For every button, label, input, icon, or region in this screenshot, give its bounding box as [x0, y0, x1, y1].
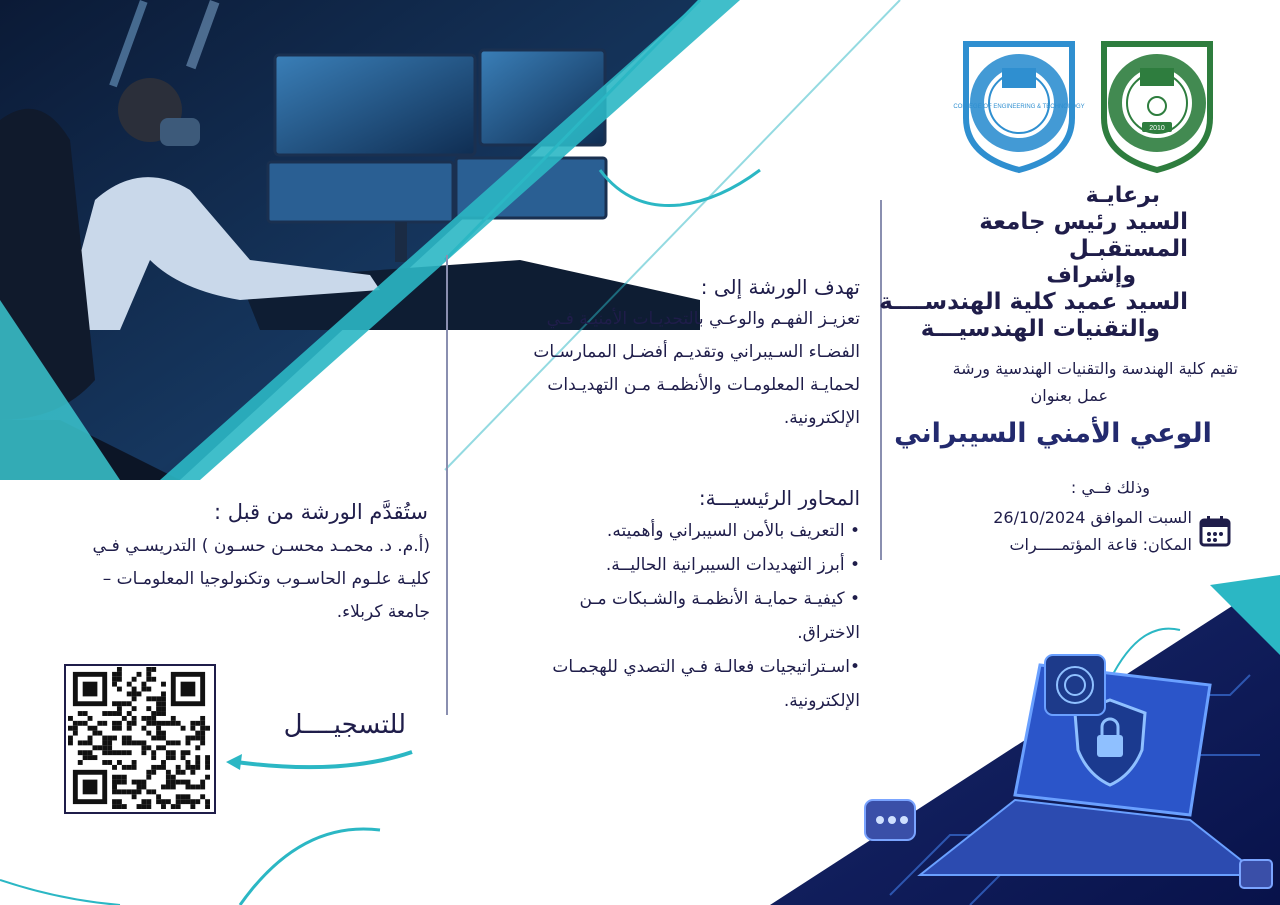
- presenter-text: [15, 530, 430, 629]
- goals-text: [455, 303, 860, 436]
- lock-small-icon: [1240, 860, 1272, 888]
- axes-heading: المحاور الرئيسيـــة:: [698, 486, 860, 510]
- column-divider-left: [446, 255, 448, 715]
- axes-list: [455, 514, 860, 718]
- presenter-heading: ستُقدَّم الورشة من قبل :: [214, 500, 428, 524]
- presenter-line: جامعة كربلاء.: [336, 602, 430, 623]
- svg-text:COLLEGE OF ENGINEERING & TECHN: COLLEGE OF ENGINEERING & TECHNOLOGY: [953, 104, 1085, 110]
- workshop-title: الوعي الأمني السيبراني: [894, 418, 1212, 449]
- schedule-place: المكان: قاعة المؤتمـــــرات: [1009, 535, 1192, 555]
- axes-item: • كيفيـة حمايـة الأنظمـة والشـبكات مـن: [579, 589, 860, 609]
- calendar-icon: [1198, 514, 1232, 548]
- axes-item: الاختراق.: [797, 623, 860, 643]
- goals-line: تعزيـز الفهـم والوعـي بالتحديـات الأمنيـة فـي: [546, 309, 860, 329]
- college-logo: [953, 38, 1085, 173]
- intro-line: تقيم كلية الهندسة والتقنيات الهندسية ورشة: [952, 359, 1238, 378]
- presenter-line: (أ.م. د. محمـد محسـن حسـون ) التدريسـي فـي: [92, 536, 430, 556]
- schedule-details: [932, 504, 1192, 558]
- intro-line-2: عمل بعنوان: [1030, 386, 1108, 406]
- sponsor-label: برعايـة: [1085, 183, 1160, 208]
- sponsor-line-supervision: وإشراف: [1046, 263, 1136, 289]
- goals-heading: تهدف الورشة إلى :: [700, 275, 860, 299]
- goals-line: الإلكترونية.: [783, 408, 860, 429]
- intro-block: [898, 355, 1238, 409]
- goals-line: لحمايـة المعلومـات والأنظمـة مـن التهديـدات: [547, 375, 860, 396]
- lock-icon: [1097, 735, 1123, 757]
- svg-text:2010: 2010: [1149, 125, 1165, 132]
- goals-line: الفضـاء السـيبراني وتقديـم أفضـل الممارسـات: [533, 342, 860, 363]
- schedule-lead: وذلك فــي :: [1070, 478, 1150, 497]
- presenter-line: كليـة علـوم الحاسـوب وتكنولوجيا المعلومـات –: [102, 569, 430, 590]
- sponsor-line-president: السيد رئيس جامعة المستقبـل: [979, 208, 1188, 263]
- axes-item: الإلكترونية.: [783, 691, 860, 711]
- sponsor-line-dean: السيد عميد كلية الهندســــة: [879, 289, 1188, 316]
- axes-item: • أبرز التهديدات السيبرانية الحاليــة.: [605, 555, 860, 575]
- qr-code-pattern: [67, 667, 211, 809]
- university-logo: [1098, 38, 1216, 173]
- sponsor-block: [868, 183, 1188, 343]
- presenter-block: [15, 500, 430, 629]
- sponsor-line-college: والتقنيات الهندسيـــة: [920, 316, 1160, 343]
- axes-block: [455, 486, 860, 718]
- axes-item: • التعريف بالأمن السيبراني وأهميته.: [606, 521, 860, 541]
- qr-code[interactable]: [64, 664, 216, 814]
- goals-block: [455, 275, 860, 436]
- schedule-date: السبت الموافق 26/10/2024: [993, 508, 1192, 527]
- register-label: للتسجيــــل: [283, 710, 406, 740]
- fingerprint-icon: [1045, 655, 1105, 715]
- register-link[interactable]: [222, 710, 422, 770]
- axes-item: •اسـتراتيجيات فعالـة فـي التصدي للهجمـات: [552, 657, 860, 677]
